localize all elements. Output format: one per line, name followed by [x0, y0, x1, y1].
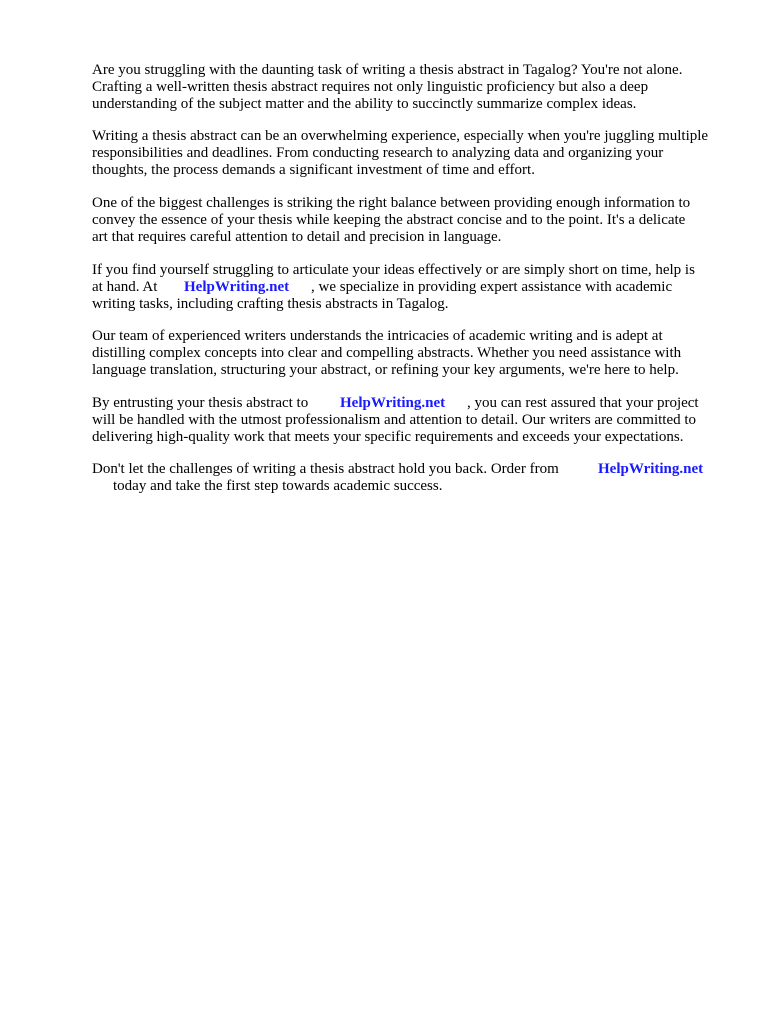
paragraph-line: By entrusting your thesis abstract to: [92, 395, 309, 411]
paragraph-line: today and take the first step towards academic success.: [113, 478, 443, 494]
paragraph-line: thoughts, the process demands a significant investment of time and effort.: [92, 162, 535, 178]
helpwriting-link[interactable]: HelpWriting.net: [598, 461, 704, 477]
paragraph-line: , you can rest assured that your project: [467, 395, 699, 411]
paragraph-line: responsibilities and deadlines. From conducting research to analyzing data and organizing your: [92, 145, 664, 161]
paragraph-line: at hand. At: [92, 279, 158, 295]
helpwriting-link[interactable]: HelpWriting.net: [340, 395, 446, 411]
paragraph-line: Crafting a well-written thesis abstract requires not only linguistic proficiency but also a deep: [92, 79, 649, 95]
paragraph-line: understanding of the subject matter and the ability to succinctly summarize complex ideas.: [92, 96, 637, 112]
paragraph-line: language translation, structuring your abstract, or refining your key arguments, we're here to help.: [92, 362, 679, 378]
paragraph-line: Don't let the challenges of writing a thesis abstract hold you back. Order from: [92, 461, 559, 477]
paragraph-line: Are you struggling with the daunting task of writing a thesis abstract in Tagalog? You're not alone.: [92, 62, 683, 78]
paragraph-line: art that requires careful attention to detail and precision in language.: [92, 229, 502, 245]
helpwriting-link[interactable]: HelpWriting.net: [184, 279, 290, 295]
paragraph-line: One of the biggest challenges is striking the right balance between providing enough information to: [92, 195, 691, 211]
paragraph-line: delivering high-quality work that meets your specific requirements and exceeds your expectations.: [92, 429, 684, 445]
paragraph-line: convey the essence of your thesis while keeping the abstract concise and to the point. It's a delicate: [92, 212, 686, 228]
paragraph-line: If you find yourself struggling to articulate your ideas effectively or are simply short on time, help is: [92, 262, 695, 278]
paragraph-line: Our team of experienced writers understands the intricacies of academic writing and is adept at: [92, 328, 663, 344]
paragraph-line: , we specialize in providing expert assistance with academic: [311, 279, 673, 295]
paragraph-line: will be handled with the utmost professionalism and attention to detail. Our writers are committed to: [92, 412, 697, 428]
paragraph-line: writing tasks, including crafting thesis abstracts in Tagalog.: [92, 296, 449, 312]
paragraph-line: distilling complex concepts into clear and compelling abstracts. Whether you need assistance with: [92, 345, 682, 361]
paragraph-line: Writing a thesis abstract can be an overwhelming experience, especially when you're juggling multiple: [92, 128, 709, 144]
